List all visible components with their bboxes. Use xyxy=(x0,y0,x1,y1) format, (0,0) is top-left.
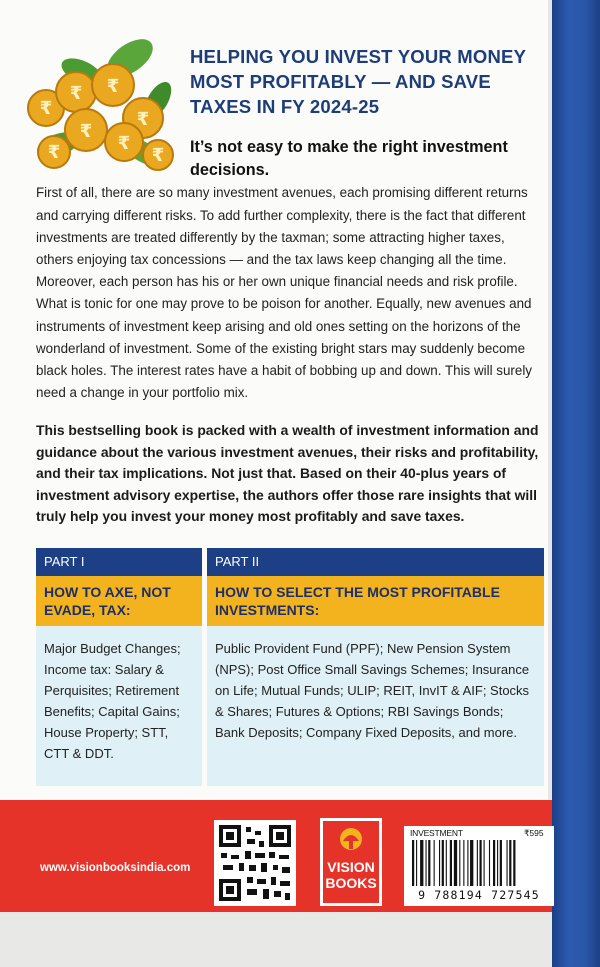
barcode-icon xyxy=(412,840,546,888)
part-1-title: HOW TO AXE, NOT EVADE, TAX: xyxy=(36,576,202,626)
qr-code-icon xyxy=(214,820,296,906)
book-summary-paragraph: This bestselling book is packed with a wealth of investment information and guidance about the various investment avenues, their risks and profitability, and their tax implications. Not just that. Based on their 40-plus years of investment advisory expertise, the authors offer those rare insights that will truly help you invest your money most profitably and save taxes. xyxy=(36,422,539,525)
svg-text:₹: ₹ xyxy=(69,83,83,104)
isbn-number: 9 788194 727545 xyxy=(418,888,540,902)
svg-text:₹: ₹ xyxy=(39,98,53,119)
book-spine xyxy=(552,0,600,967)
lamp-icon xyxy=(323,821,379,857)
publisher-name-line1: VISION xyxy=(327,859,375,875)
part-1-contents: Major Budget Changes; Income tax: Salary & Perquisites; Retirement Benefits; Capital Gains; House Property; STT, CTT & DDT. xyxy=(36,626,202,786)
intro-lead: It’s not easy to make the right investment decisions. xyxy=(190,138,508,180)
svg-text:₹: ₹ xyxy=(151,145,165,166)
parts-table xyxy=(36,548,544,786)
publisher-name-line2: BOOKS xyxy=(325,875,377,891)
part-2-label: PART II xyxy=(207,548,544,576)
svg-text:₹: ₹ xyxy=(79,121,93,142)
price-label: ₹595 xyxy=(524,828,544,838)
publisher-logo xyxy=(320,818,382,906)
svg-text:₹: ₹ xyxy=(47,142,61,163)
barcode-category: INVESTMENT xyxy=(410,828,463,838)
part-2-title: HOW TO SELECT THE MOST PROFITABLE INVESTMENTS: xyxy=(207,576,544,626)
svg-text:₹: ₹ xyxy=(106,76,120,97)
svg-text:₹: ₹ xyxy=(117,133,131,154)
part-2-contents: Public Provident Fund (PPF); New Pension System (NPS); Post Office Small Savings Schemes; Insurance on Life; Mutual Funds; ULIP; REIT, InvIT & AIF; Stocks & Shares; Futures & Options; RBI Savings Bonds; Bank Deposits; Company Fixed Deposits, and more. xyxy=(207,626,544,786)
barcode-panel xyxy=(404,826,554,906)
publisher-website[interactable]: www.visionbooksindia.com xyxy=(40,862,191,874)
intro-paragraph xyxy=(36,136,536,404)
part-1-label: PART I xyxy=(36,548,202,576)
svg-text:₹: ₹ xyxy=(136,109,150,130)
cover-headline: HELPING YOU INVEST YOUR MONEY MOST PROFITABLY — AND SAVE TAXES IN FY 2024-25 xyxy=(190,46,526,117)
intro-text: First of all, there are so many investment avenues, each promising different returns and carrying different risks. To add further complexity, there is the fact that different investments are treated differently by the taxman; some attracting higher taxes, others enjoying tax concessions — and the tax laws keep changing all the time. Moreover, each person has his or her own unique financial needs and risk profile. What is tonic for one may prove to be poison for another. Equally, new avenues and instruments of investment keep arising and old ones setting on the horizons of the wonderland of investment. Some of the existing bright stars may suddenly become black holes. The interest rates have a habit of bobbing up and down. This will surely need a change in your portfolio mix. xyxy=(36,185,532,401)
bottom-strip xyxy=(0,912,552,967)
